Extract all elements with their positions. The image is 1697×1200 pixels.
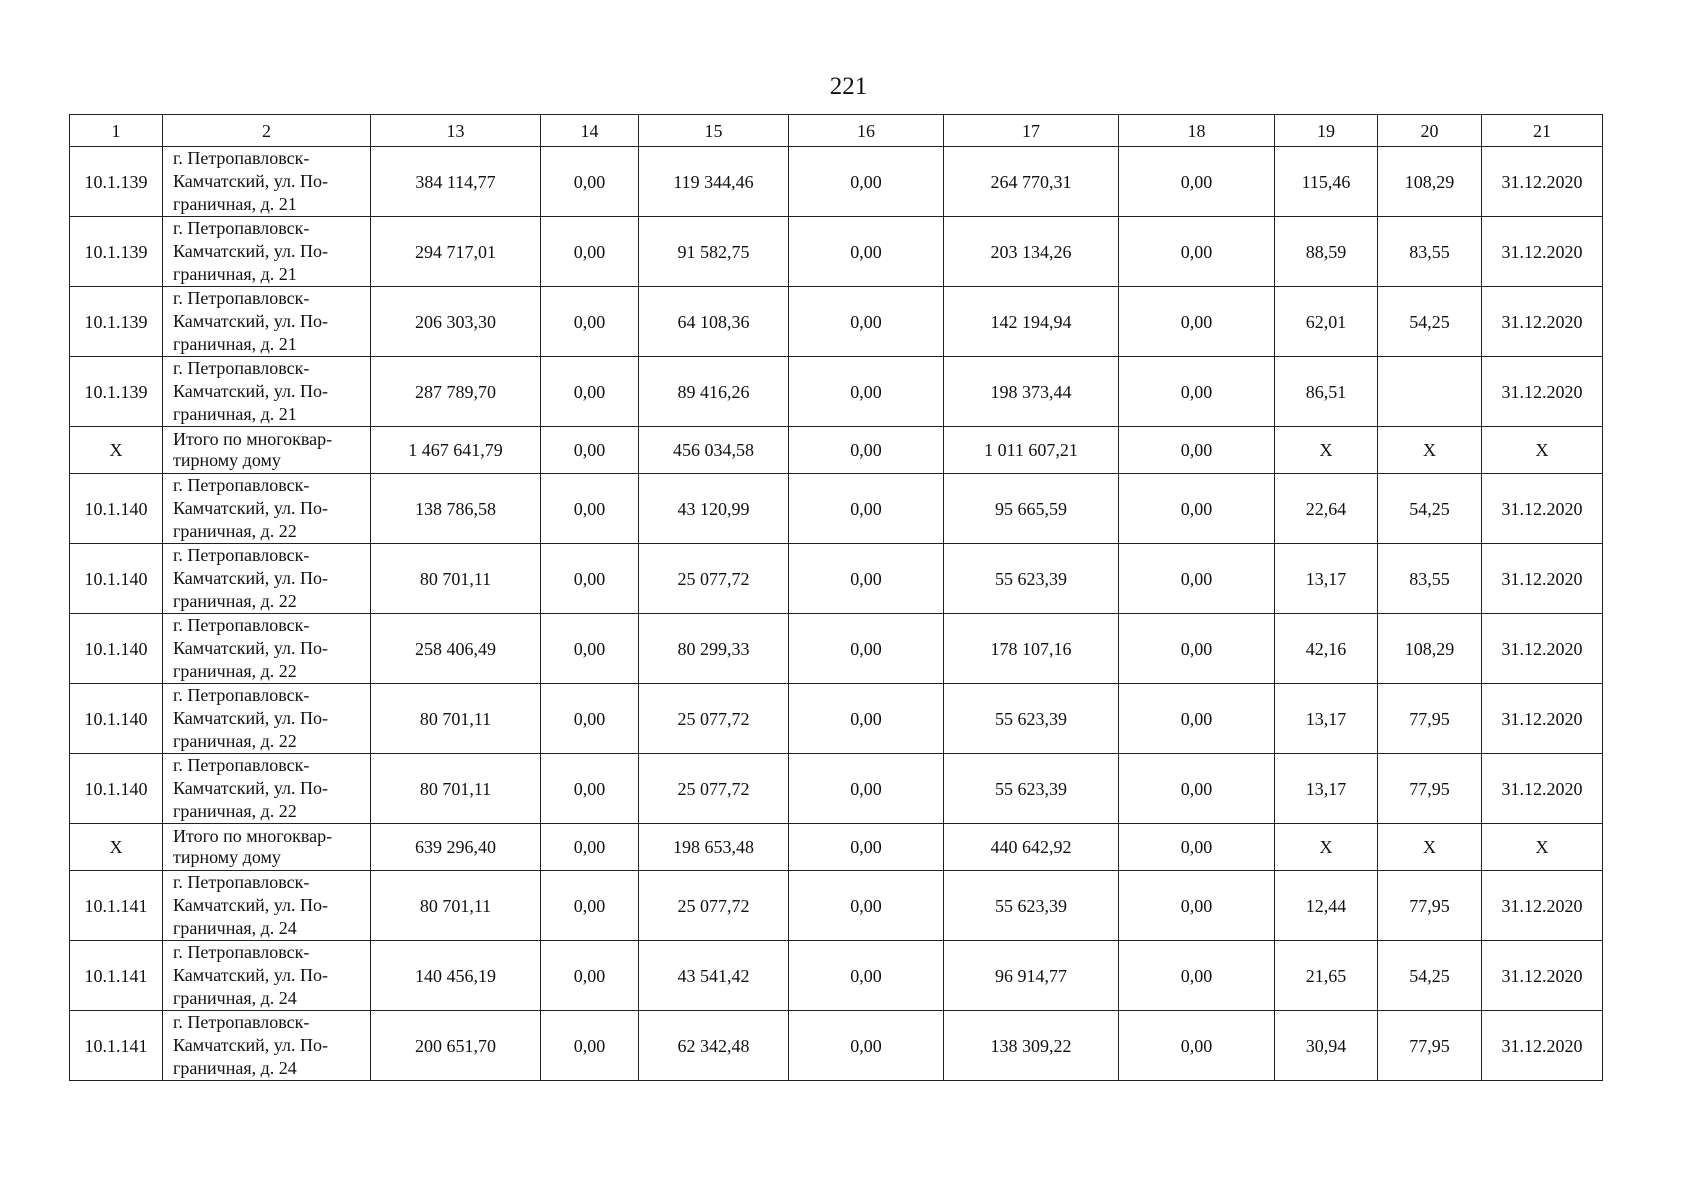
cell-number: 10.1.141 bbox=[70, 941, 163, 1011]
cell-col-16: 0,00 bbox=[789, 684, 944, 754]
table-row bbox=[70, 684, 1603, 754]
cell-col-14: 0,00 bbox=[541, 871, 639, 941]
cell-col-13: 140 456,19 bbox=[371, 941, 541, 1011]
cell-col-17: 55 623,39 bbox=[944, 754, 1119, 824]
cell-col-15: 43 541,42 bbox=[639, 941, 789, 1011]
cell-col-13: 1 467 641,79 bbox=[371, 427, 541, 474]
cell-col-16: 0,00 bbox=[789, 217, 944, 287]
cell-col-17: 55 623,39 bbox=[944, 871, 1119, 941]
cell-col-15: 91 582,75 bbox=[639, 217, 789, 287]
cell-col-20: 54,25 bbox=[1378, 941, 1482, 1011]
cell-address: г. Петропавловск- Камчатский, ул. По- граничная, д. 21 bbox=[163, 357, 371, 427]
cell-number: X bbox=[70, 427, 163, 474]
cell-col-16: 0,00 bbox=[789, 941, 944, 1011]
cell-col-20: 77,95 bbox=[1378, 754, 1482, 824]
cell-col-15: 25 077,72 bbox=[639, 754, 789, 824]
column-header-16: 16 bbox=[789, 115, 944, 147]
cell-col-17: 1 011 607,21 bbox=[944, 427, 1119, 474]
cell-col-14: 0,00 bbox=[541, 427, 639, 474]
cell-col-15: 25 077,72 bbox=[639, 871, 789, 941]
cell-col-13: 80 701,11 bbox=[371, 871, 541, 941]
cell-col-16: 0,00 bbox=[789, 357, 944, 427]
cell-col-20: 54,25 bbox=[1378, 287, 1482, 357]
cell-col-15: 119 344,46 bbox=[639, 147, 789, 217]
cell-col-13: 384 114,77 bbox=[371, 147, 541, 217]
cell-col-21: X bbox=[1482, 824, 1603, 871]
cell-col-21: 31.12.2020 bbox=[1482, 357, 1603, 427]
cell-col-21: 31.12.2020 bbox=[1482, 147, 1603, 217]
cell-col-20: 54,25 bbox=[1378, 474, 1482, 544]
cell-col-16: 0,00 bbox=[789, 1011, 944, 1081]
cell-col-19: 13,17 bbox=[1275, 754, 1378, 824]
cell-address: г. Петропавловск- Камчатский, ул. По- граничная, д. 21 bbox=[163, 217, 371, 287]
data-table bbox=[69, 114, 1603, 1081]
cell-address: г. Петропавловск- Камчатский, ул. По- граничная, д. 24 bbox=[163, 941, 371, 1011]
cell-col-21: 31.12.2020 bbox=[1482, 544, 1603, 614]
cell-address: г. Петропавловск- Камчатский, ул. По- граничная, д. 22 bbox=[163, 474, 371, 544]
cell-address: г. Петропавловск- Камчатский, ул. По- граничная, д. 22 bbox=[163, 614, 371, 684]
cell-col-17: 264 770,31 bbox=[944, 147, 1119, 217]
cell-number: 10.1.139 bbox=[70, 287, 163, 357]
cell-col-16: 0,00 bbox=[789, 287, 944, 357]
cell-col-19: 22,64 bbox=[1275, 474, 1378, 544]
table-row bbox=[70, 474, 1603, 544]
table-row bbox=[70, 754, 1603, 824]
cell-col-15: 25 077,72 bbox=[639, 544, 789, 614]
total-row bbox=[70, 824, 1603, 871]
cell-col-13: 639 296,40 bbox=[371, 824, 541, 871]
cell-col-19: 13,17 bbox=[1275, 544, 1378, 614]
cell-col-18: 0,00 bbox=[1119, 824, 1275, 871]
cell-col-17: 440 642,92 bbox=[944, 824, 1119, 871]
cell-col-17: 138 309,22 bbox=[944, 1011, 1119, 1081]
cell-number: 10.1.139 bbox=[70, 357, 163, 427]
column-header-2: 2 bbox=[163, 115, 371, 147]
cell-col-18: 0,00 bbox=[1119, 427, 1275, 474]
cell-col-14: 0,00 bbox=[541, 217, 639, 287]
cell-col-19: X bbox=[1275, 824, 1378, 871]
cell-col-18: 0,00 bbox=[1119, 474, 1275, 544]
cell-col-15: 43 120,99 bbox=[639, 474, 789, 544]
cell-col-21: 31.12.2020 bbox=[1482, 684, 1603, 754]
cell-col-14: 0,00 bbox=[541, 287, 639, 357]
cell-col-13: 294 717,01 bbox=[371, 217, 541, 287]
cell-col-16: 0,00 bbox=[789, 754, 944, 824]
cell-col-19: 12,44 bbox=[1275, 871, 1378, 941]
cell-number: 10.1.139 bbox=[70, 217, 163, 287]
cell-col-21: X bbox=[1482, 427, 1603, 474]
total-row bbox=[70, 427, 1603, 474]
cell-address: г. Петропавловск- Камчатский, ул. По- граничная, д. 21 bbox=[163, 147, 371, 217]
cell-col-19: 115,46 bbox=[1275, 147, 1378, 217]
cell-col-15: 62 342,48 bbox=[639, 1011, 789, 1081]
cell-col-21: 31.12.2020 bbox=[1482, 941, 1603, 1011]
cell-col-19: 86,51 bbox=[1275, 357, 1378, 427]
cell-col-17: 96 914,77 bbox=[944, 941, 1119, 1011]
cell-col-13: 200 651,70 bbox=[371, 1011, 541, 1081]
cell-col-13: 80 701,11 bbox=[371, 684, 541, 754]
cell-col-18: 0,00 bbox=[1119, 684, 1275, 754]
cell-col-17: 142 194,94 bbox=[944, 287, 1119, 357]
cell-col-14: 0,00 bbox=[541, 941, 639, 1011]
column-header-17: 17 bbox=[944, 115, 1119, 147]
cell-col-15: 80 299,33 bbox=[639, 614, 789, 684]
table-row bbox=[70, 544, 1603, 614]
cell-number: 10.1.140 bbox=[70, 544, 163, 614]
cell-address: Итого по многоквар- тирному дому bbox=[163, 427, 371, 474]
cell-col-20: 108,29 bbox=[1378, 614, 1482, 684]
cell-col-18: 0,00 bbox=[1119, 941, 1275, 1011]
cell-col-13: 258 406,49 bbox=[371, 614, 541, 684]
cell-col-20: 77,95 bbox=[1378, 871, 1482, 941]
cell-number: 10.1.141 bbox=[70, 1011, 163, 1081]
table-row bbox=[70, 941, 1603, 1011]
cell-col-21: 31.12.2020 bbox=[1482, 1011, 1603, 1081]
table-body bbox=[70, 115, 1603, 1081]
cell-address: г. Петропавловск- Камчатский, ул. По- граничная, д. 21 bbox=[163, 287, 371, 357]
cell-col-15: 456 034,58 bbox=[639, 427, 789, 474]
cell-address: г. Петропавловск- Камчатский, ул. По- граничная, д. 22 bbox=[163, 544, 371, 614]
cell-col-21: 31.12.2020 bbox=[1482, 474, 1603, 544]
cell-col-19: 88,59 bbox=[1275, 217, 1378, 287]
cell-address: г. Петропавловск- Камчатский, ул. По- граничная, д. 22 bbox=[163, 754, 371, 824]
column-header-18: 18 bbox=[1119, 115, 1275, 147]
column-header-15: 15 bbox=[639, 115, 789, 147]
table-row bbox=[70, 357, 1603, 427]
cell-col-17: 55 623,39 bbox=[944, 544, 1119, 614]
cell-col-20: 83,55 bbox=[1378, 217, 1482, 287]
table-row bbox=[70, 217, 1603, 287]
cell-address: г. Петропавловск- Камчатский, ул. По- граничная, д. 22 bbox=[163, 684, 371, 754]
cell-col-15: 64 108,36 bbox=[639, 287, 789, 357]
cell-number: X bbox=[70, 824, 163, 871]
cell-col-20: X bbox=[1378, 824, 1482, 871]
table-row bbox=[70, 1011, 1603, 1081]
cell-col-15: 89 416,26 bbox=[639, 357, 789, 427]
cell-address: г. Петропавловск- Камчатский, ул. По- граничная, д. 24 bbox=[163, 871, 371, 941]
cell-col-19: 62,01 bbox=[1275, 287, 1378, 357]
page-number: 221 bbox=[829, 73, 868, 100]
cell-col-21: 31.12.2020 bbox=[1482, 614, 1603, 684]
cell-col-18: 0,00 bbox=[1119, 614, 1275, 684]
cell-col-16: 0,00 bbox=[789, 871, 944, 941]
cell-number: 10.1.139 bbox=[70, 147, 163, 217]
cell-col-21: 31.12.2020 bbox=[1482, 871, 1603, 941]
cell-col-15: 198 653,48 bbox=[639, 824, 789, 871]
cell-col-13: 80 701,11 bbox=[371, 754, 541, 824]
table-row bbox=[70, 871, 1603, 941]
table-row bbox=[70, 614, 1603, 684]
column-header-20: 20 bbox=[1378, 115, 1482, 147]
cell-col-17: 198 373,44 bbox=[944, 357, 1119, 427]
cell-col-13: 287 789,70 bbox=[371, 357, 541, 427]
cell-col-15: 25 077,72 bbox=[639, 684, 789, 754]
cell-col-16: 0,00 bbox=[789, 824, 944, 871]
cell-col-14: 0,00 bbox=[541, 824, 639, 871]
cell-col-20: X bbox=[1378, 427, 1482, 474]
cell-col-14: 0,00 bbox=[541, 544, 639, 614]
cell-number: 10.1.141 bbox=[70, 871, 163, 941]
cell-number: 10.1.140 bbox=[70, 614, 163, 684]
cell-col-20: 77,95 bbox=[1378, 684, 1482, 754]
cell-col-18: 0,00 bbox=[1119, 1011, 1275, 1081]
cell-col-17: 55 623,39 bbox=[944, 684, 1119, 754]
cell-col-16: 0,00 bbox=[789, 614, 944, 684]
cell-col-18: 0,00 bbox=[1119, 871, 1275, 941]
cell-col-19: 30,94 bbox=[1275, 1011, 1378, 1081]
cell-col-13: 80 701,11 bbox=[371, 544, 541, 614]
cell-col-20: 83,55 bbox=[1378, 544, 1482, 614]
column-header-21: 21 bbox=[1482, 115, 1603, 147]
cell-col-17: 178 107,16 bbox=[944, 614, 1119, 684]
cell-col-16: 0,00 bbox=[789, 544, 944, 614]
column-header-13: 13 bbox=[371, 115, 541, 147]
cell-number: 10.1.140 bbox=[70, 474, 163, 544]
cell-col-16: 0,00 bbox=[789, 147, 944, 217]
table-header-row bbox=[70, 115, 1603, 147]
cell-col-21: 31.12.2020 bbox=[1482, 287, 1603, 357]
cell-col-14: 0,00 bbox=[541, 147, 639, 217]
cell-col-16: 0,00 bbox=[789, 427, 944, 474]
cell-col-21: 31.12.2020 bbox=[1482, 754, 1603, 824]
cell-address: Итого по многоквар- тирному дому bbox=[163, 824, 371, 871]
column-header-19: 19 bbox=[1275, 115, 1378, 147]
cell-col-18: 0,00 bbox=[1119, 357, 1275, 427]
cell-number: 10.1.140 bbox=[70, 684, 163, 754]
cell-col-20: 108,29 bbox=[1378, 147, 1482, 217]
cell-col-13: 206 303,30 bbox=[371, 287, 541, 357]
cell-col-17: 203 134,26 bbox=[944, 217, 1119, 287]
cell-col-18: 0,00 bbox=[1119, 147, 1275, 217]
cell-col-19: 21,65 bbox=[1275, 941, 1378, 1011]
cell-col-20 bbox=[1378, 357, 1482, 427]
cell-col-20: 77,95 bbox=[1378, 1011, 1482, 1081]
cell-col-14: 0,00 bbox=[541, 474, 639, 544]
cell-number: 10.1.140 bbox=[70, 754, 163, 824]
cell-col-18: 0,00 bbox=[1119, 544, 1275, 614]
cell-col-18: 0,00 bbox=[1119, 217, 1275, 287]
cell-col-17: 95 665,59 bbox=[944, 474, 1119, 544]
column-header-1: 1 bbox=[70, 115, 163, 147]
cell-col-16: 0,00 bbox=[789, 474, 944, 544]
table-row bbox=[70, 287, 1603, 357]
cell-col-19: 42,16 bbox=[1275, 614, 1378, 684]
cell-col-21: 31.12.2020 bbox=[1482, 217, 1603, 287]
cell-col-18: 0,00 bbox=[1119, 754, 1275, 824]
cell-col-14: 0,00 bbox=[541, 614, 639, 684]
cell-col-14: 0,00 bbox=[541, 1011, 639, 1081]
cell-col-19: 13,17 bbox=[1275, 684, 1378, 754]
cell-col-14: 0,00 bbox=[541, 357, 639, 427]
table-row bbox=[70, 147, 1603, 217]
cell-col-19: X bbox=[1275, 427, 1378, 474]
cell-address: г. Петропавловск- Камчатский, ул. По- граничная, д. 24 bbox=[163, 1011, 371, 1081]
cell-col-18: 0,00 bbox=[1119, 287, 1275, 357]
column-header-14: 14 bbox=[541, 115, 639, 147]
cell-col-14: 0,00 bbox=[541, 754, 639, 824]
cell-col-14: 0,00 bbox=[541, 684, 639, 754]
cell-col-13: 138 786,58 bbox=[371, 474, 541, 544]
